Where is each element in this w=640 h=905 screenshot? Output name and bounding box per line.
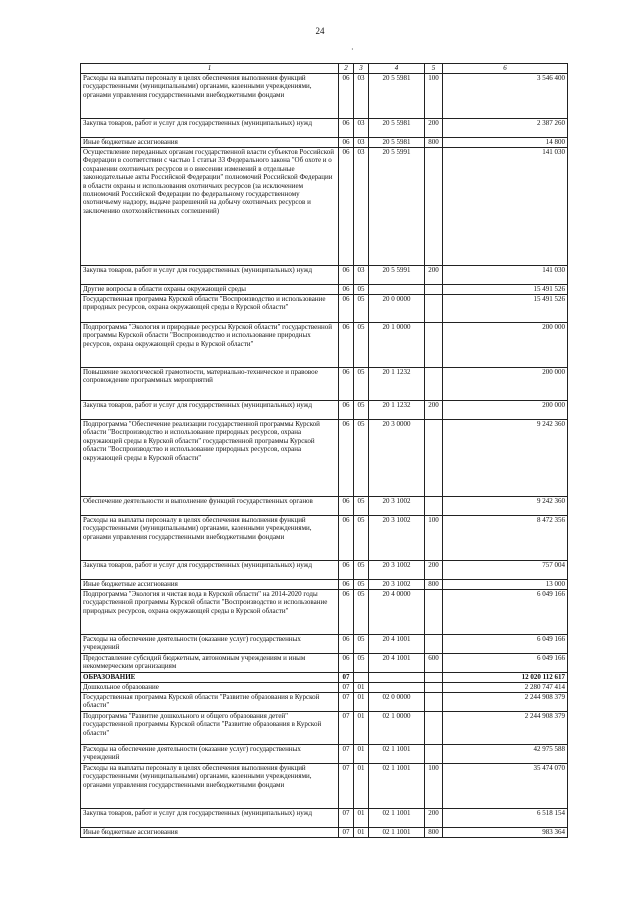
row-amount: 15 491 526 [443,295,568,323]
row-target-article: 20 3 1002 [369,561,425,580]
row-target-article: 20 5 5981 [369,119,425,138]
row-subsection: 03 [354,148,369,266]
row-target-article: 20 1 1232 [369,401,425,420]
row-section: 06 [339,138,354,148]
row-subsection: 05 [354,497,369,516]
table-row [81,809,568,828]
table-row [81,420,568,497]
row-target-article [369,673,425,683]
row-name: Иные бюджетные ассигнования [81,828,339,838]
row-section: 06 [339,266,354,285]
row-subsection: 05 [354,323,369,368]
table-row [81,654,568,673]
row-expense-type [425,590,443,635]
row-section: 06 [339,516,354,561]
page-mark: · [351,45,354,54]
row-target-article: 20 3 0000 [369,420,425,497]
table-row [81,712,568,745]
row-target-article: 20 0 0000 [369,295,425,323]
row-target-article: 02 0 0000 [369,693,425,712]
row-expense-type: 800 [425,580,443,590]
row-name: Обеспечение деятельности и выполнение функций государственных органов [81,497,339,516]
row-name: Закупка товаров, работ и услуг для государственных (муниципальных) нужд [81,119,339,138]
table-row [81,401,568,420]
row-name: Подпрограмма "Развитие дошкольного и общего образования детей" государственной программы Курской области "Развитие образования в Курской области" [81,712,339,745]
col-5-header: 5 [425,64,443,74]
row-target-article: 20 3 1002 [369,497,425,516]
table-row [81,266,568,285]
col-1-header: 1 [81,64,339,74]
row-section: 07 [339,745,354,764]
row-subsection: 05 [354,516,369,561]
row-name: Повышение экологической грамотности, материально-техническое и правовое сопровождение программных мероприятий [81,368,339,401]
row-section: 07 [339,673,354,683]
row-amount: 9 242 360 [443,420,568,497]
table-row [81,745,568,764]
table-row [81,673,568,683]
row-subsection: 05 [354,285,369,295]
table-row [81,828,568,838]
row-section: 06 [339,323,354,368]
table-row [81,138,568,148]
row-amount: 2 244 908 379 [443,693,568,712]
row-amount: 6 518 154 [443,809,568,828]
row-name: Подпрограмма "Обеспечение реализации государственной программы Курской области "Воспроизводство и использование природных ресурсов, охрана окружающей среды в Курской области" государственной программы Курской области "Воспроизводство и использование природных ресурсов, охрана окружающей среды в Курской области" [81,420,339,497]
row-subsection: 03 [354,138,369,148]
table-row [81,516,568,561]
row-target-article: 02 1 0000 [369,712,425,745]
row-expense-type [425,712,443,745]
row-amount: 983 364 [443,828,568,838]
row-expense-type [425,368,443,401]
table-row [81,323,568,368]
table-row [81,74,568,119]
table-row [81,295,568,323]
row-expense-type: 200 [425,266,443,285]
row-subsection: 05 [354,420,369,497]
col-4-header: 4 [369,64,425,74]
table-row [81,683,568,693]
table-row [81,561,568,580]
row-subsection [354,673,369,683]
row-section: 06 [339,497,354,516]
row-target-article: 20 4 1001 [369,654,425,673]
row-name: Иные бюджетные ассигнования [81,580,339,590]
row-amount: 2 387 260 [443,119,568,138]
row-section: 06 [339,74,354,119]
row-name: Расходы на выплаты персоналу в целях обеспечения выполнения функций государственными (муниципальными) органами, казенными учреждениями, органами управления государственными внебюджетными фондами [81,516,339,561]
row-subsection: 01 [354,745,369,764]
row-amount: 8 472 356 [443,516,568,561]
row-amount: 2 244 908 379 [443,712,568,745]
row-target-article [369,285,425,295]
row-name: Государственная программа Курской области "Воспроизводство и использование природных ресурсов, охрана окружающей среды в Курской области" [81,295,339,323]
row-section: 06 [339,148,354,266]
row-name: Дошкольное образование [81,683,339,693]
row-amount: 141 030 [443,266,568,285]
table-row [81,580,568,590]
row-amount: 6 049 166 [443,635,568,654]
row-amount: 35 474 070 [443,764,568,809]
row-amount: 200 000 [443,401,568,420]
row-name: Закупка товаров, работ и услуг для государственных (муниципальных) нужд [81,561,339,580]
row-amount: 3 546 400 [443,74,568,119]
row-expense-type: 200 [425,401,443,420]
row-subsection: 01 [354,828,369,838]
row-expense-type [425,745,443,764]
row-section: 06 [339,590,354,635]
row-section: 06 [339,654,354,673]
row-section: 06 [339,580,354,590]
row-expense-type [425,420,443,497]
col-6-header: 6 [443,64,568,74]
table-body [81,74,568,838]
row-expense-type: 800 [425,138,443,148]
row-subsection: 03 [354,119,369,138]
row-section: 07 [339,683,354,693]
row-subsection: 05 [354,561,369,580]
table-row [81,764,568,809]
budget-table [80,63,568,838]
row-amount: 200 000 [443,368,568,401]
row-section: 06 [339,285,354,295]
row-section: 06 [339,635,354,654]
row-section: 06 [339,368,354,401]
row-subsection: 05 [354,635,369,654]
row-expense-type: 200 [425,561,443,580]
row-subsection: 05 [354,580,369,590]
table-row [81,635,568,654]
row-amount: 13 000 [443,580,568,590]
row-subsection: 03 [354,266,369,285]
row-target-article: 20 3 1002 [369,516,425,561]
row-name: Закупка товаров, работ и услуг для государственных (муниципальных) нужд [81,266,339,285]
row-target-article: 02 1 1001 [369,764,425,809]
row-name: Подпрограмма "Экология и природные ресурсы Курской области" государственной программы Курской области "Воспроизводство и использование природных ресурсов, охрана окружающей среды в Курской области" [81,323,339,368]
row-section: 07 [339,712,354,745]
row-section: 07 [339,693,354,712]
row-name: Расходы на выплаты персоналу в целях обеспечения выполнения функций государственными (муниципальными) органами, казенными учреждениями, органами управления государственными внебюджетными фондами [81,764,339,809]
row-expense-type [425,148,443,266]
table-row [81,285,568,295]
row-subsection: 01 [354,712,369,745]
row-expense-type [425,683,443,693]
row-target-article: 02 1 1001 [369,828,425,838]
row-expense-type: 800 [425,828,443,838]
row-subsection: 05 [354,590,369,635]
row-section: 07 [339,764,354,809]
row-subsection: 03 [354,74,369,119]
row-expense-type [425,323,443,368]
table-row [81,119,568,138]
row-amount: 757 004 [443,561,568,580]
row-name: Государственная программа Курской области "Развитие образования в Курской области" [81,693,339,712]
table-row [81,148,568,266]
row-section: 06 [339,401,354,420]
table-row [81,590,568,635]
col-3-header: 3 [354,64,369,74]
row-name: Расходы на обеспечение деятельности (оказание услуг) государственных учреждений [81,635,339,654]
row-target-article: 20 5 5981 [369,138,425,148]
row-expense-type: 200 [425,809,443,828]
row-target-article: 02 1 1001 [369,809,425,828]
row-amount: 14 800 [443,138,568,148]
row-amount: 9 242 360 [443,497,568,516]
row-name: Расходы на выплаты персоналу в целях обеспечения выполнения функций государственными (муниципальными) органами, казенными учреждениями, органами управления государственными внебюджетными фондами [81,74,339,119]
row-target-article: 20 1 1232 [369,368,425,401]
row-section: 06 [339,119,354,138]
row-subsection: 01 [354,683,369,693]
row-section: 07 [339,828,354,838]
row-name: Другие вопросы в области охраны окружающей среды [81,285,339,295]
row-section: 06 [339,295,354,323]
table-row [81,368,568,401]
row-expense-type [425,635,443,654]
row-amount: 141 030 [443,148,568,266]
row-name: Закупка товаров, работ и услуг для государственных (муниципальных) нужд [81,809,339,828]
table-header [81,64,568,74]
row-name: Предоставление субсидий бюджетным, автономным учреждениям и иным некоммерческим организациям [81,654,339,673]
row-subsection: 01 [354,693,369,712]
row-target-article: 20 4 0000 [369,590,425,635]
row-subsection: 05 [354,654,369,673]
row-target-article: 20 5 5981 [369,74,425,119]
row-amount: 12 020 112 617 [443,673,568,683]
row-expense-type: 100 [425,764,443,809]
row-expense-type: 600 [425,654,443,673]
page-number: 24 [315,26,325,36]
row-target-article: 20 1 0000 [369,323,425,368]
row-expense-type [425,497,443,516]
row-target-article: 20 4 1001 [369,635,425,654]
row-amount: 2 280 747 414 [443,683,568,693]
table-row [81,497,568,516]
row-subsection: 01 [354,809,369,828]
row-name: ОБРАЗОВАНИЕ [81,673,339,683]
row-expense-type: 200 [425,119,443,138]
row-target-article [369,683,425,693]
row-name: Иные бюджетные ассигнования [81,138,339,148]
col-2-header: 2 [339,64,354,74]
row-target-article: 20 3 1002 [369,580,425,590]
table-row [81,693,568,712]
row-section: 06 [339,420,354,497]
row-name: Закупка товаров, работ и услуг для государственных (муниципальных) нужд [81,401,339,420]
row-amount: 42 975 588 [443,745,568,764]
row-amount: 15 491 526 [443,285,568,295]
row-expense-type [425,285,443,295]
row-expense-type [425,673,443,683]
row-expense-type [425,295,443,323]
row-target-article: 02 1 1001 [369,745,425,764]
row-expense-type: 100 [425,516,443,561]
row-expense-type [425,693,443,712]
row-section: 07 [339,809,354,828]
row-name: Осуществление переданных органам государственной власти субъектов Российской Федерации в соответствии с частью 1 статьи 33 Федерального закона "Об охоте и о сохранении охотничьих ресурсов и о внесении изменений в отдельные законодательные акты Российской Федерации" полномочий Российской Федерации в области охраны и использования охотничьих ресурсов (за исключением полномочий Российской Федерации по федеральному государственному охотничьему надзору, выдаче разрешений на добычу охотничьих ресурсов и заключению охотхозяйственных соглешений) [81,148,339,266]
row-subsection: 05 [354,295,369,323]
row-amount: 6 049 166 [443,654,568,673]
row-name: Подпрограмма "Экология и чистая вода в Курской области" на 2014-2020 годы государственной программы Курской области "Воспроизводство и использование природных ресурсов, охрана окружающей среды в Курской области" [81,590,339,635]
row-section: 06 [339,561,354,580]
row-subsection: 01 [354,764,369,809]
row-target-article: 20 5 5991 [369,148,425,266]
row-subsection: 05 [354,368,369,401]
row-subsection: 05 [354,401,369,420]
row-amount: 6 049 166 [443,590,568,635]
row-expense-type: 100 [425,74,443,119]
row-amount: 200 000 [443,323,568,368]
row-target-article: 20 5 5991 [369,266,425,285]
row-name: Расходы на обеспечение деятельности (оказание услуг) государственных учреждений [81,745,339,764]
